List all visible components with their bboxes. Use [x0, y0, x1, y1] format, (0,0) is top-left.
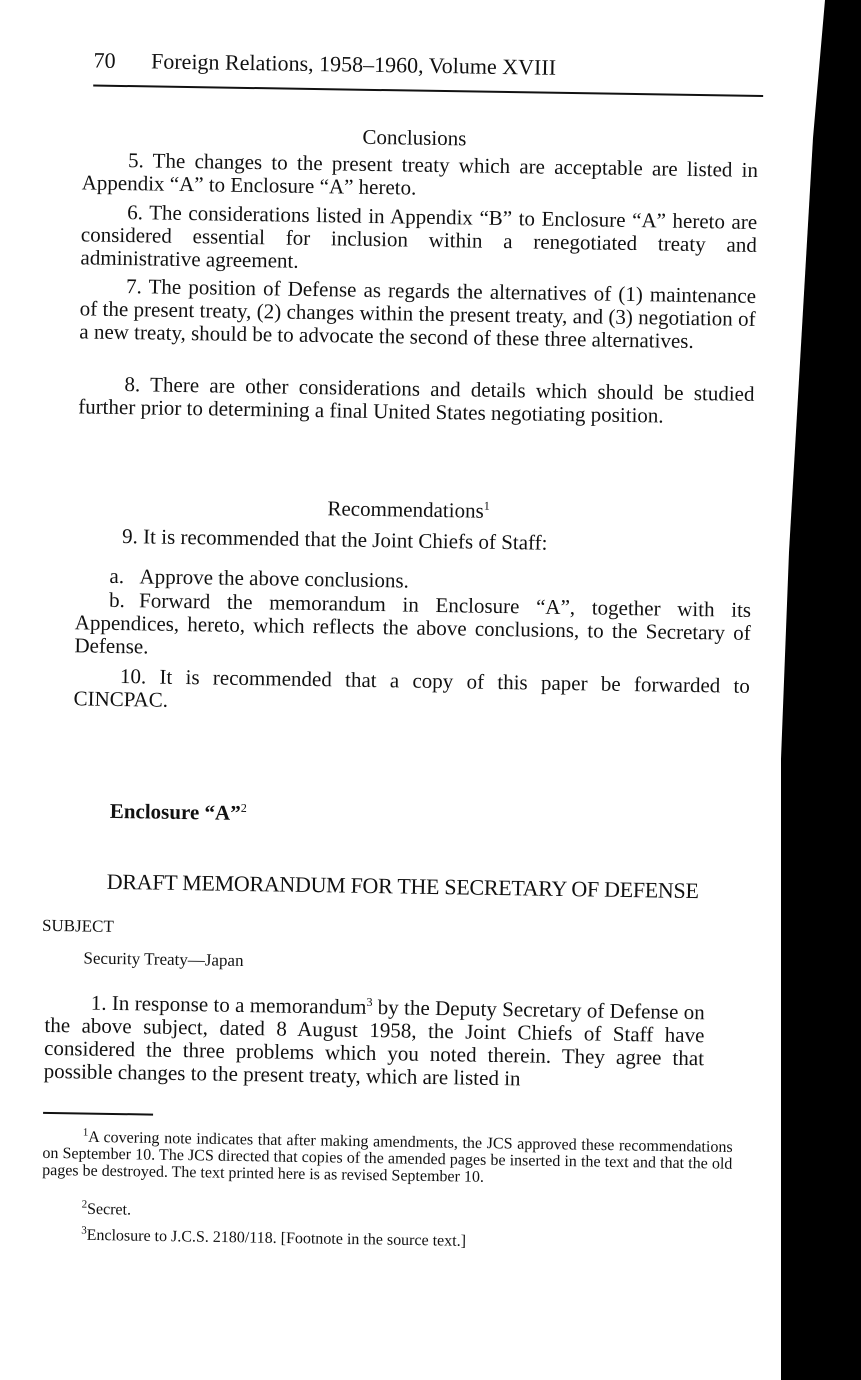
paragraph-5: 5. The changes to the present treaty which are acceptable are listed in Appendix “A” to Enclosure “A” hereto. — [81, 148, 759, 200]
paragraph-9: 9. It is recommended that the Joint Chiefs of Staff: — [121, 524, 548, 555]
footnote-2-text: Secret. — [86, 1200, 132, 1219]
subject-label: SUBJECT — [41, 915, 114, 936]
enclosure-heading-text: Enclosure “A” — [109, 798, 241, 825]
paragraph-10: 10. It is recommended that a copy of this paper be forwarded to CINCPAC. — [73, 664, 751, 712]
page-number: 70 — [93, 47, 116, 73]
item-a-text: Approve the above conclusions. — [139, 564, 410, 593]
footnote-ref-1: 1 — [483, 498, 490, 513]
document-page — [39, 36, 772, 1367]
item-a-letter: a. — [109, 563, 125, 589]
enclosure-heading — [110, 799, 247, 826]
item-b — [74, 588, 751, 668]
footnote-3-mark: 3 — [81, 1224, 87, 1237]
memo-paragraph-1-start: 1. In response to a memorandum — [90, 990, 367, 1019]
running-header — [93, 43, 764, 98]
footnote-3-text: Enclosure to J.C.S. 2180/118. [Footnote in the source text.] — [86, 1226, 467, 1250]
recommendations-heading — [52, 492, 764, 528]
footnote-3 — [41, 1222, 731, 1254]
footnote-2-mark: 2 — [81, 1198, 88, 1211]
item-b-letter: b. — [108, 587, 126, 613]
conclusions-heading: Conclusions — [362, 124, 467, 151]
memo-paragraph-1-rest: by the Deputy Secretary of Defense on the above subject, dated 8 August 1958, the Joint Chiefs of Staff have considered the three problems which you noted therein. They agree that possible changes to the present treaty, which are listed in — [43, 995, 705, 1091]
subject-value: Security Treaty—Japan — [83, 948, 244, 970]
footnote-1 — [42, 1124, 733, 1190]
paragraph-8: 8. There are other considerations and details which should be studied further prior to determining a final United States negotiating position. — [77, 372, 755, 428]
scan-page-edge — [781, 0, 861, 1380]
memo-paragraph-1 — [44, 986, 705, 1093]
footnote-rule — [43, 1112, 153, 1116]
footnote-1-text: A covering note indicates that after making amendments, the JCS approved these recommendations on September 10. The JCS directed that copies of the amended pages be inserted in the text and that the old pages be destroyed. The text printed here is as revised September 10. — [42, 1128, 733, 1187]
memo-title: DRAFT MEMORANDUM FOR THE SECRETARY OF DEFENSE — [106, 868, 699, 904]
paragraph-6: 6. The considerations listed in Appendix “B” to Enclosure “A” hereto are considered essential for inclusion within a renegotiated treaty and administrative agreement. — [80, 200, 758, 273]
footnote-ref-3: 3 — [366, 994, 373, 1010]
footnote-ref-2: 2 — [240, 800, 247, 816]
recommendations-heading-text: Recommendations — [327, 496, 484, 523]
item-b-text: Forward the memorandum in Enclosure “A”, together with its Appendices, hereto, which reflects the above conclusions, to the Secretary of Defense. — [74, 588, 752, 659]
footnote-1-mark: 1 — [82, 1126, 89, 1139]
paragraph-7: 7. The position of Defense as regards the alternatives of (1) maintenance of the present treaty, (2) changes within the present treaty, and (3) negotiation of a new treaty, should be to advocate the second of these three alternatives. — [79, 274, 757, 353]
running-title: Foreign Relations, 1958–1960, Volume XVIII — [150, 48, 557, 80]
